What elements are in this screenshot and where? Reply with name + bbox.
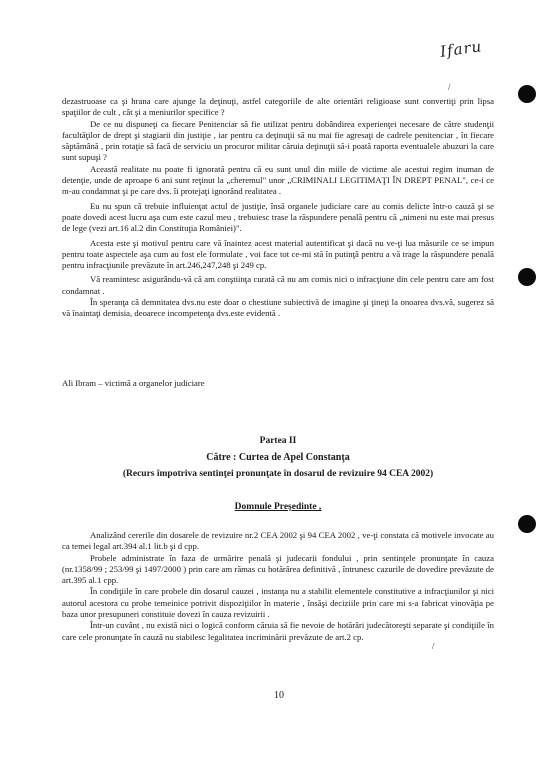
- paragraph: De ce nu dispuneţi ca fiecare Penitenciar să fie utilizat pentru dobândirea experienţei necesare de către studenţii facultăţilor de drept şi stagiarii din justiţie , iar pentru ca deţinuţii să nu mai fie agresaţi de cadrele penitenciar , în fiecare săptămână , prin rotaţie să facă de serviciu un procuror militar căruia deţinuţii să-i poată raporta eventualele abuzuri la care sunt supuşi ?: [62, 118, 494, 163]
- paragraph: Eu nu spun că trebuie influienţat actul de justiţie, însă organele judiciare care au comis delicte într-o cauză şi se poate dovedi acest lucru aşa cum este cazul meu , trebuiesc trase la răspundere penală pentru că „nimeni nu este mai presus de lege (vezi art.16 al.2 din Constituţia României)".: [62, 200, 494, 234]
- paragraph: Probele administrate în faza de urmărire penală şi judecarii fondului , prin sentinţele pronunţate în cauza (nr.1358/99 ; 253/99 şi 1497/2000 ) prin care am rămas cu hotărârea definitivă , întrunesc cazurile de dovedire prevăzute de art.395 al.1 cpp.: [62, 552, 494, 586]
- paragraph: Într-un cuvânt , nu există nici o logică conform căruia să fie nevoie de hotărâri judecătoreşti separate şi condiţiile în care cele pronunţate în cauză nu stabilesc legalitatea incriminării prevăzute de art.2 cp.: [62, 620, 494, 642]
- paragraph: Acesta este şi motivul pentru care vă înaintez acest material autentificat şi dacă nu ve-ţi lua măsurile ce se impun pentru toate aspectele aşa cum au fost ele formulate , voi face tot ce-mi stă în putinţă pentru a vă trage la răspundere penală pentru infracţiunile prevăzute în art.246,247,248 şi 249 cp.: [62, 237, 494, 271]
- paragraph: Analizând cererile din dosarele de revizuire nr.2 CEA 2002 şi 94 CEA 2002 , ve-ţi constata că motivele invocate au ca temei legal art.394 al.1 lit.b şi d cpp.: [62, 530, 494, 552]
- punch-hole: [518, 268, 536, 286]
- subject-line: (Recurs împotriva sentinţei pronunţate în dosarul de revizuire 94 CEA 2002): [122, 469, 434, 479]
- salutation: Domnule Preşedinte ,: [234, 502, 322, 512]
- paragraph: dezastruoase ca şi hrana care ajunge la deţinuţi, astfel categoriile de alte orientări religioase sunt convertiţi prin lipsa spaţiilor de cult , cât şi a meniurilor specifice ?: [62, 96, 494, 118]
- author-line: Ali Ibram – victimă a organelor judiciare: [62, 378, 205, 388]
- paragraph: Această realitate nu poate fi ignorată pentru că eu sunt unul din miile de victime ale acestui regim inuman de detenţie, unde de aproape 6 ani sunt reţinut la „cheremul" unor „CRIMINALI LEGITIMAŢI ÎN DREPT PENAL", ce-i ce m-au condamnat şi pe care dvs. îi protejaţi ignorând realitatea .: [62, 163, 494, 197]
- paragraph: În speranţa că demnitatea dvs.nu este doar o chestiune subiectivă de imagine şi ţineţi la onoarea dvs.vă, sugerez să vă înaintaţi demisia, deoarece incompetenţa dvs.este evidentă .: [62, 297, 494, 319]
- punch-hole: [518, 85, 536, 103]
- part-heading: Partea II: [259, 436, 297, 446]
- page-number: 10: [274, 690, 284, 701]
- section2-body: [62, 530, 494, 643]
- paragraph: În condiţiile în care probele din dosarul cauzei , instanţa nu a stabilit elementele constitutive a infracţiunilor şi nici autorul acestora cu probe temeinice potrivit dispoziţiilor în materie , însăşi deciziile prin care mi s-a fabricat vinovăţia pe baza unor presupuneri constituie dovezi în cauza revizuirii .: [62, 586, 494, 620]
- paragraph: Vă reamintesc asigurându-vă că am conştiinţa curată că nu am comis nici o infracţiune din cele pentru care am fost condamnat .: [62, 274, 494, 296]
- handwritten-signature: Ifaru: [438, 37, 484, 61]
- ink-mark: /: [448, 82, 451, 92]
- section1-body: [62, 96, 494, 320]
- ink-mark: /: [432, 641, 435, 651]
- addressee: Către : Curtea de Apel Constanţa: [206, 452, 350, 463]
- punch-hole: [518, 515, 536, 533]
